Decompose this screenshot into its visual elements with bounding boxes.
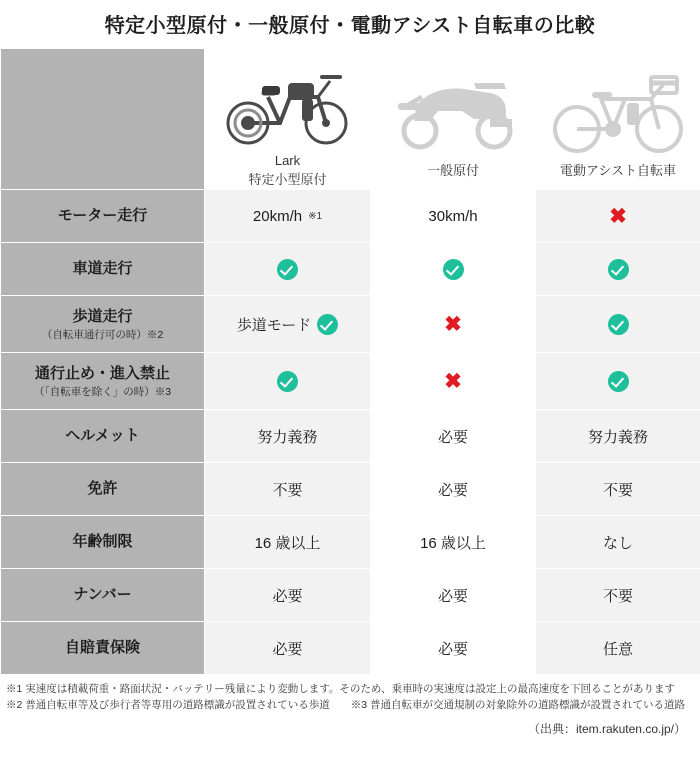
cell-value: 16 歳以上 (205, 516, 371, 569)
row-label: 歩道走行 （自転車通行可の時）※2 (1, 296, 205, 353)
cell-value (205, 243, 371, 296)
vehicle-type-lark: 特定小型原付 (248, 172, 327, 187)
cell-value (536, 190, 700, 243)
row-label: モーター走行 (1, 190, 205, 243)
cell-value: 不要 (536, 569, 700, 622)
check-icon (608, 259, 629, 280)
cell-value: 努力義務 (536, 410, 700, 463)
vehicle-column-lark (205, 49, 371, 190)
cell-value: 歩道モード (205, 296, 371, 353)
table-row (1, 463, 700, 516)
cell-value: 20km/h ※1 (205, 190, 371, 243)
check-icon (608, 371, 629, 392)
vehicle-column-moped (371, 49, 536, 190)
cell-value: 任意 (536, 622, 700, 675)
row-label: ヘルメット (1, 410, 205, 463)
cell-value (536, 243, 700, 296)
check-icon (443, 259, 464, 280)
row-label: 免許 (1, 463, 205, 516)
page-title: 特定小型原付・一般原付・電動アシスト自転車の比較 (104, 15, 596, 37)
cell-value: 必要 (205, 622, 371, 675)
cell-value: 必要 (205, 569, 371, 622)
vehicle-label-lark (205, 149, 370, 189)
cell-value: 必要 (371, 622, 536, 675)
row-label: 自賠責保険 (1, 622, 205, 675)
table-row (1, 190, 700, 243)
cell-value: 不要 (536, 463, 700, 516)
row-label: ナンバー (1, 569, 205, 622)
moped-icon (371, 59, 535, 159)
cell-value: なし (536, 516, 700, 569)
cross-icon: ✖ (444, 369, 462, 393)
cell-value (371, 243, 536, 296)
table-row (1, 516, 700, 569)
row-label: 年齢制限 (1, 516, 205, 569)
eassist-bicycle-icon (536, 59, 700, 159)
footnotes (0, 675, 700, 713)
cell-value: 不要 (205, 463, 371, 516)
table-header-row (1, 49, 700, 190)
ebike-folding-icon (205, 49, 370, 149)
vehicle-column-eassist (536, 49, 700, 190)
vehicle-type-moped: 一般原付 (426, 162, 479, 178)
cell-value (536, 296, 700, 353)
row-label: 通行止め・進入禁止 （「自転車を除く」の時）※3 (1, 353, 205, 410)
table-row (1, 410, 700, 463)
vehicle-label-eassist (536, 159, 700, 180)
table-row (1, 243, 700, 296)
cell-value (371, 296, 536, 353)
table-row (1, 296, 700, 353)
cross-icon: ✖ (444, 312, 462, 336)
check-icon (277, 371, 298, 392)
source-text: （出典：item.rakuten.co.jp/） (527, 722, 686, 736)
header-corner-cell (1, 49, 205, 190)
vehicle-label-moped (371, 159, 535, 180)
comparison-table (0, 48, 700, 675)
table-row (1, 353, 700, 410)
cell-value: 努力義務 (205, 410, 371, 463)
check-icon (277, 259, 298, 280)
vehicle-brand-lark: Lark (274, 153, 301, 168)
footnote-2: ※2 普通自転車等及び歩行者等専用の道路標識が設置されている歩道 ※3 普通自転車が交通規制の対象除外の道路標識が設置されている道路 (6, 699, 686, 711)
table-row (1, 569, 700, 622)
cell-value: 必要 (371, 569, 536, 622)
check-icon (317, 314, 338, 335)
cell-value (205, 353, 371, 410)
footnote-1: ※1 実速度は積載荷重・路面状況・バッテリー残量により変動します。そのため、乗車時の実速度は設定上の最高速度を下回ることがあります (6, 683, 675, 695)
check-icon (608, 314, 629, 335)
cell-value (536, 353, 700, 410)
row-label: 車道走行 (1, 243, 205, 296)
cell-value: 必要 (371, 463, 536, 516)
cell-value: 16 歳以上 (371, 516, 536, 569)
cell-value: 30km/h (371, 190, 536, 243)
cell-value: 必要 (371, 410, 536, 463)
cell-value (371, 353, 536, 410)
vehicle-type-eassist: 電動アシスト自転車 (559, 162, 677, 178)
table-row (1, 622, 700, 675)
cross-icon: ✖ (609, 204, 627, 228)
